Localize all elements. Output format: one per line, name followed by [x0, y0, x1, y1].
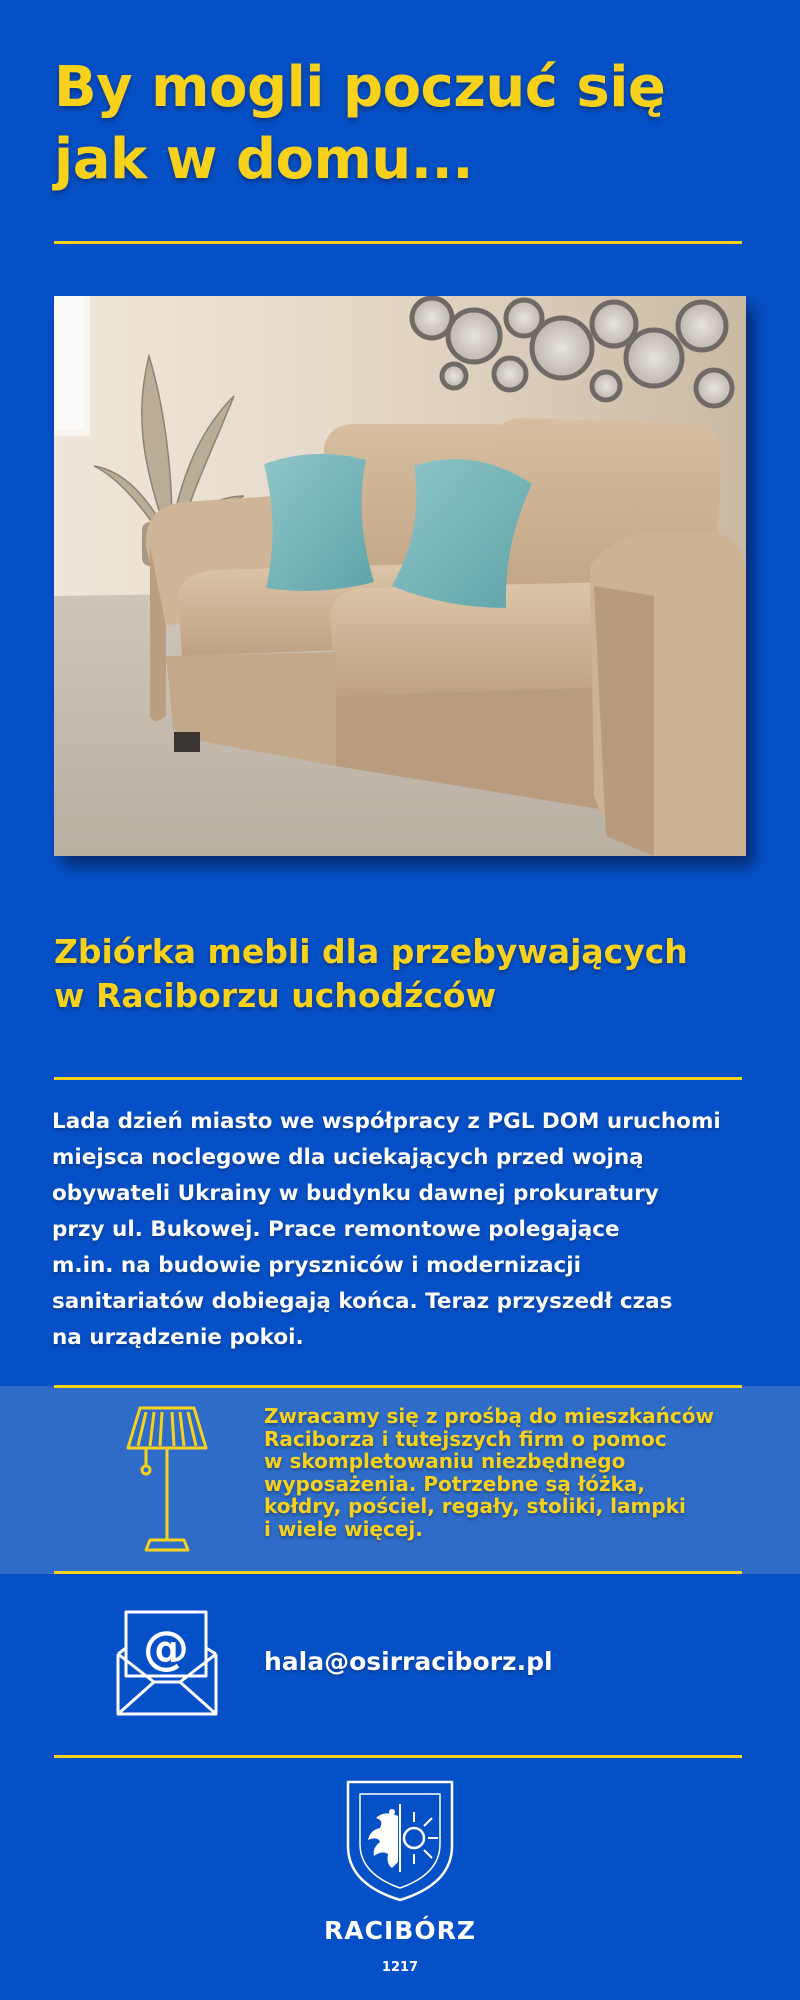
sofa-photo	[54, 296, 746, 856]
body-line: miejsca noclegowe dla uciekających przed wojną	[52, 1145, 644, 1170]
raciborz-crest-logo	[340, 1776, 460, 1904]
body-line: przy ul. Bukowej. Prace remontowe polegające	[52, 1217, 620, 1242]
section-subtitle	[54, 930, 754, 1018]
title-line-2: jak w domu...	[54, 127, 474, 192]
appeal-line: wyposażenia. Potrzebne są łóżka,	[264, 1471, 645, 1496]
contact-email[interactable]: hala@osirraciborz.pl	[264, 1647, 553, 1676]
svg-text:@: @	[143, 1621, 189, 1675]
city-founding-year: 1217	[381, 1960, 419, 1975]
body-line: m.in. na budowie pryszniców i modernizacji	[52, 1253, 581, 1278]
subtitle-line-1: Zbiórka mebli dla przebywających	[54, 932, 688, 971]
appeal-line: i wiele więcej.	[264, 1516, 423, 1541]
appeal-line: Raciborza i tutejszych firm o pomoc	[264, 1426, 667, 1451]
divider-top	[54, 241, 742, 244]
body-line: Lada dzień miasto we współpracy z PGL DOM uruchomi	[52, 1109, 721, 1134]
envelope-at-icon	[114, 1608, 220, 1720]
appeal-line: kołdry, pościel, regały, stoliki, lampki	[264, 1494, 686, 1518]
divider-band-bottom	[54, 1571, 742, 1574]
body-line: na urządzenie pokoi.	[52, 1325, 304, 1350]
body-line: obywateli Ukrainy w budynku dawnej prokuratury	[52, 1181, 659, 1206]
city-name: RACIBÓRZ	[324, 1916, 476, 1945]
lamp-icon	[122, 1404, 212, 1554]
page-title	[54, 52, 754, 196]
body-line: sanitariatów dobiegają końca. Teraz przyszedł czas	[52, 1289, 673, 1314]
title-line-1: By mogli poczuć się	[54, 55, 666, 120]
divider-bottom	[54, 1755, 742, 1758]
subtitle-line-2: w Raciborzu uchodźców	[54, 976, 497, 1015]
body-paragraph	[52, 1104, 772, 1356]
appeal-line: Zwracamy się z prośbą do mieszkańców	[264, 1404, 714, 1428]
divider-band-top	[54, 1385, 742, 1388]
appeal-text	[264, 1405, 764, 1540]
appeal-line: w skompletowaniu niezbędnego	[264, 1449, 626, 1473]
divider-middle	[54, 1077, 742, 1080]
